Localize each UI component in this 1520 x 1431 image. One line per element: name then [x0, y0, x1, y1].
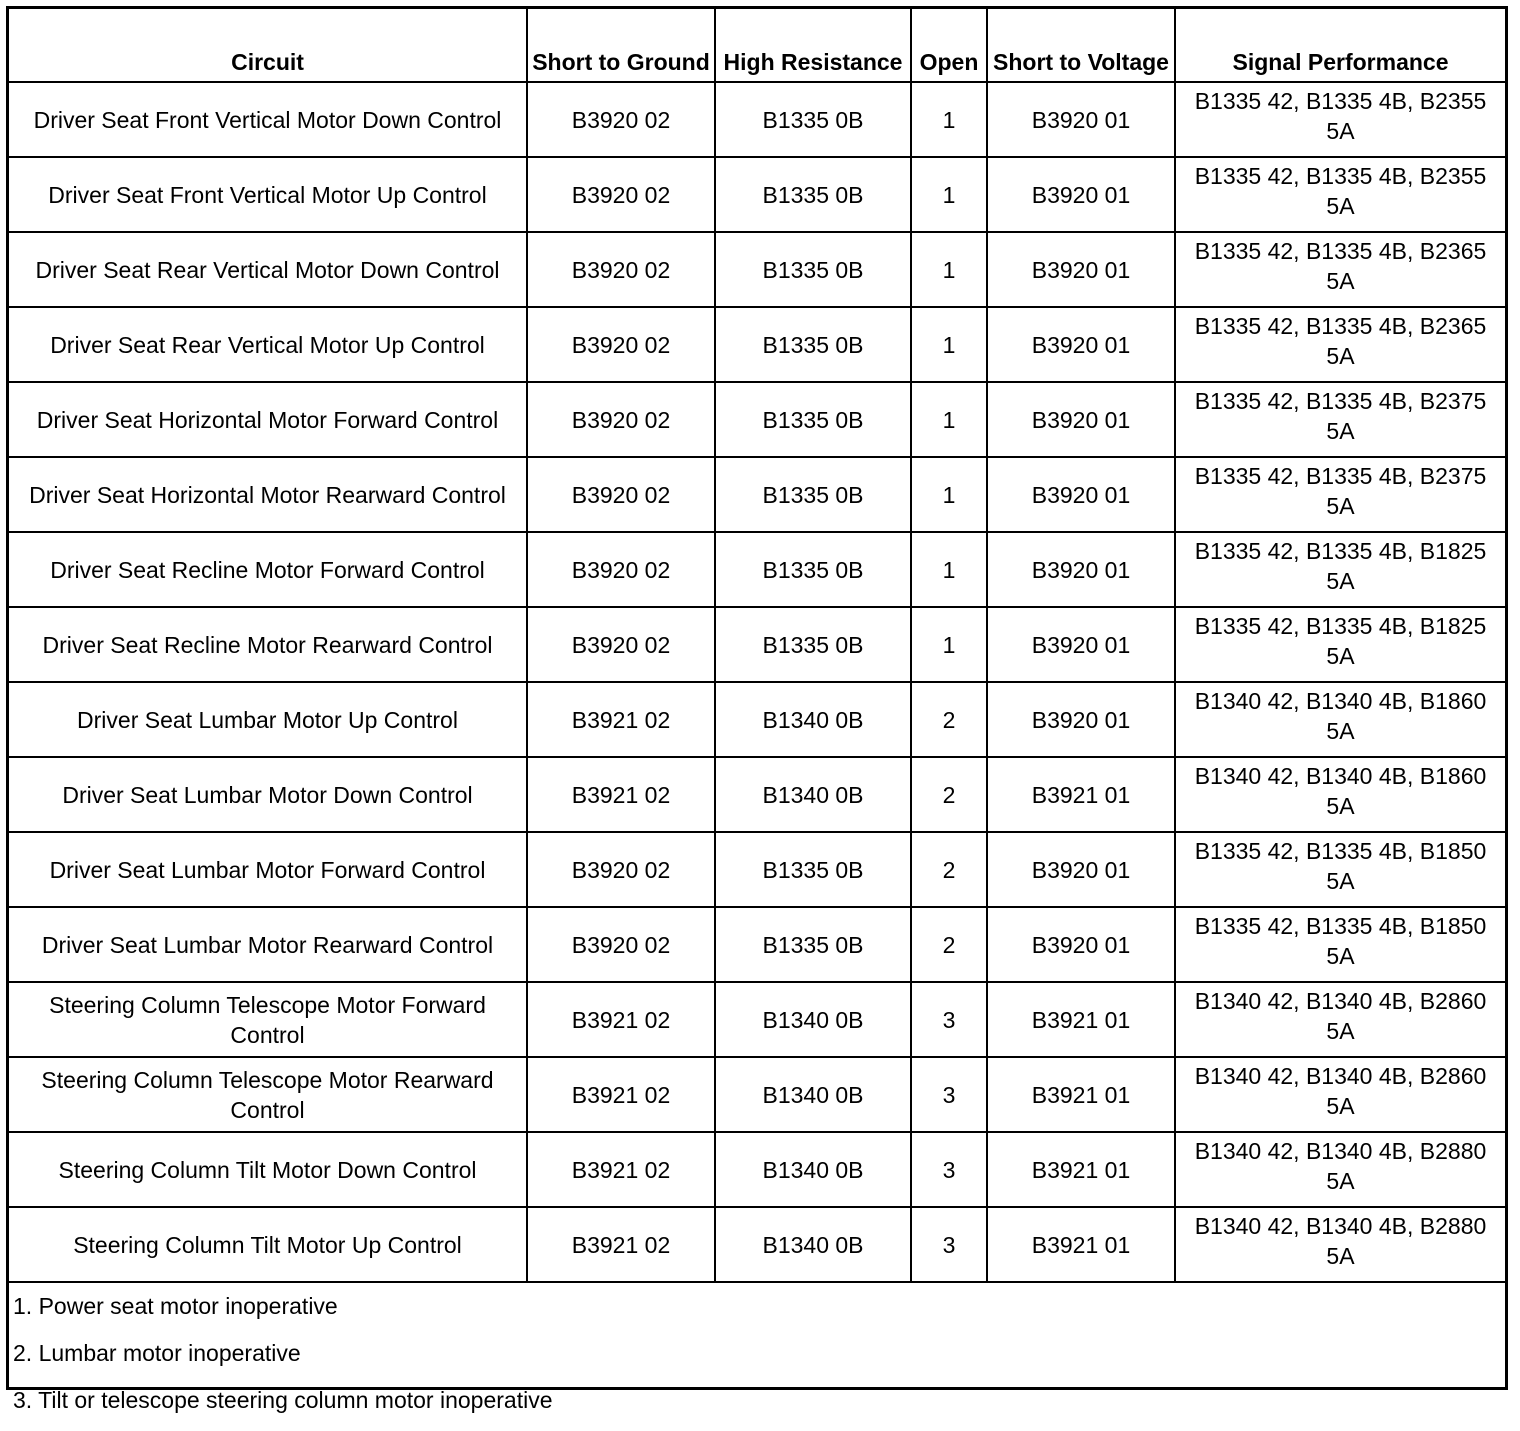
circuit-cell: Driver Seat Front Vertical Motor Down Control	[9, 82, 527, 157]
circuit-cell: Steering Column Tilt Motor Up Control	[9, 1207, 527, 1282]
high-resistance-cell: B1340 0B	[715, 757, 911, 832]
open-cell: 3	[911, 982, 987, 1057]
table-row	[9, 682, 1505, 757]
short-to-ground-cell: B3920 02	[527, 382, 715, 457]
open-cell: 1	[911, 232, 987, 307]
signal-performance-cell: B1335 42, B1335 4B, B2355 5A	[1175, 157, 1505, 232]
short-to-voltage-cell: B3920 01	[987, 232, 1175, 307]
table-row	[9, 382, 1505, 457]
open-cell: 1	[911, 82, 987, 157]
circuit-cell: Driver Seat Horizontal Motor Rearward Control	[9, 457, 527, 532]
open-cell: 2	[911, 757, 987, 832]
open-cell: 1	[911, 382, 987, 457]
open-cell: 3	[911, 1057, 987, 1132]
open-cell: 1	[911, 307, 987, 382]
short-to-ground-cell: B3920 02	[527, 82, 715, 157]
short-to-ground-cell: B3920 02	[527, 457, 715, 532]
short-to-voltage-cell: B3921 01	[987, 757, 1175, 832]
header-signal-performance: Signal Performance	[1175, 9, 1505, 82]
signal-performance-cell: B1340 42, B1340 4B, B1860 5A	[1175, 757, 1505, 832]
short-to-ground-cell: B3920 02	[527, 907, 715, 982]
circuit-cell: Steering Column Tilt Motor Down Control	[9, 1132, 527, 1207]
circuit-cell: Driver Seat Lumbar Motor Down Control	[9, 757, 527, 832]
signal-performance-cell: B1340 42, B1340 4B, B2880 5A	[1175, 1207, 1505, 1282]
signal-performance-cell: B1340 42, B1340 4B, B2860 5A	[1175, 1057, 1505, 1132]
open-cell: 3	[911, 1207, 987, 1282]
header-high-resistance: High Resistance	[715, 9, 911, 82]
signal-performance-cell: B1335 42, B1335 4B, B1850 5A	[1175, 832, 1505, 907]
short-to-ground-cell: B3921 02	[527, 1132, 715, 1207]
footnote-3: 3. Tilt or telescope steering column motor inoperative	[13, 1387, 553, 1413]
high-resistance-cell: B1340 0B	[715, 1057, 911, 1132]
table-row	[9, 607, 1505, 682]
high-resistance-cell: B1335 0B	[715, 607, 911, 682]
high-resistance-cell: B1335 0B	[715, 307, 911, 382]
header-open: Open	[911, 9, 987, 82]
header-short-to-voltage: Short to Voltage	[987, 9, 1175, 82]
header-circuit: Circuit	[9, 9, 527, 82]
table-row	[9, 157, 1505, 232]
high-resistance-cell: B1340 0B	[715, 982, 911, 1057]
high-resistance-cell: B1335 0B	[715, 532, 911, 607]
signal-performance-cell: B1335 42, B1335 4B, B2365 5A	[1175, 232, 1505, 307]
circuit-cell: Driver Seat Horizontal Motor Forward Control	[9, 382, 527, 457]
short-to-voltage-cell: B3920 01	[987, 907, 1175, 982]
short-to-voltage-cell: B3921 01	[987, 1057, 1175, 1132]
footnote-1: 1. Power seat motor inoperative	[13, 1293, 338, 1319]
short-to-ground-cell: B3920 02	[527, 607, 715, 682]
short-to-voltage-cell: B3920 01	[987, 532, 1175, 607]
table-row	[9, 832, 1505, 907]
circuit-cell: Driver Seat Rear Vertical Motor Up Control	[9, 307, 527, 382]
circuit-cell: Driver Seat Lumbar Motor Forward Control	[9, 832, 527, 907]
footnote-2: 2. Lumbar motor inoperative	[13, 1340, 301, 1366]
short-to-ground-cell: B3921 02	[527, 682, 715, 757]
table-row	[9, 457, 1505, 532]
signal-performance-cell: B1335 42, B1335 4B, B1850 5A	[1175, 907, 1505, 982]
short-to-voltage-cell: B3921 01	[987, 982, 1175, 1057]
signal-performance-cell: B1335 42, B1335 4B, B2375 5A	[1175, 382, 1505, 457]
circuit-cell: Driver Seat Recline Motor Forward Control	[9, 532, 527, 607]
high-resistance-cell: B1335 0B	[715, 157, 911, 232]
short-to-ground-cell: B3920 02	[527, 157, 715, 232]
short-to-voltage-cell: B3921 01	[987, 1132, 1175, 1207]
open-cell: 2	[911, 682, 987, 757]
signal-performance-cell: B1340 42, B1340 4B, B2880 5A	[1175, 1132, 1505, 1207]
table-row	[9, 1132, 1505, 1207]
table-row	[9, 532, 1505, 607]
circuit-cell: Steering Column Telescope Motor Forward Control	[9, 982, 527, 1057]
short-to-ground-cell: B3920 02	[527, 832, 715, 907]
table-row	[9, 1057, 1505, 1132]
short-to-voltage-cell: B3920 01	[987, 607, 1175, 682]
high-resistance-cell: B1335 0B	[715, 457, 911, 532]
circuit-cell: Driver Seat Lumbar Motor Up Control	[9, 682, 527, 757]
high-resistance-cell: B1335 0B	[715, 832, 911, 907]
short-to-voltage-cell: B3921 01	[987, 1207, 1175, 1282]
short-to-ground-cell: B3920 02	[527, 307, 715, 382]
short-to-voltage-cell: B3920 01	[987, 157, 1175, 232]
high-resistance-cell: B1340 0B	[715, 1207, 911, 1282]
open-cell: 2	[911, 832, 987, 907]
dtc-circuit-table	[9, 9, 1505, 1431]
signal-performance-cell: B1335 42, B1335 4B, B2375 5A	[1175, 457, 1505, 532]
high-resistance-cell: B1335 0B	[715, 907, 911, 982]
high-resistance-cell: B1340 0B	[715, 1132, 911, 1207]
table-frame	[6, 6, 1508, 1413]
signal-performance-cell: B1340 42, B1340 4B, B1860 5A	[1175, 682, 1505, 757]
signal-performance-cell: B1335 42, B1335 4B, B1825 5A	[1175, 532, 1505, 607]
circuit-cell: Driver Seat Front Vertical Motor Up Control	[9, 157, 527, 232]
open-cell: 1	[911, 457, 987, 532]
short-to-ground-cell: B3920 02	[527, 532, 715, 607]
short-to-ground-cell: B3920 02	[527, 232, 715, 307]
open-cell: 1	[911, 607, 987, 682]
open-cell: 2	[911, 907, 987, 982]
table-row	[9, 757, 1505, 832]
short-to-voltage-cell: B3920 01	[987, 82, 1175, 157]
notes-cell	[9, 1282, 1505, 1431]
signal-performance-cell: B1335 42, B1335 4B, B2365 5A	[1175, 307, 1505, 382]
table-row	[9, 307, 1505, 382]
table-row	[9, 82, 1505, 157]
table-row	[9, 232, 1505, 307]
short-to-ground-cell: B3921 02	[527, 982, 715, 1057]
short-to-ground-cell: B3921 02	[527, 757, 715, 832]
high-resistance-cell: B1335 0B	[715, 382, 911, 457]
signal-performance-cell: B1335 42, B1335 4B, B2355 5A	[1175, 82, 1505, 157]
short-to-voltage-cell: B3920 01	[987, 382, 1175, 457]
circuit-cell: Steering Column Telescope Motor Rearward Control	[9, 1057, 527, 1132]
short-to-voltage-cell: B3920 01	[987, 457, 1175, 532]
header-short-to-ground: Short to Ground	[527, 9, 715, 82]
header-row	[9, 9, 1505, 82]
table-row	[9, 982, 1505, 1057]
open-cell: 1	[911, 157, 987, 232]
short-to-ground-cell: B3921 02	[527, 1207, 715, 1282]
table-row	[9, 907, 1505, 982]
signal-performance-cell: B1335 42, B1335 4B, B1825 5A	[1175, 607, 1505, 682]
short-to-voltage-cell: B3920 01	[987, 682, 1175, 757]
high-resistance-cell: B1340 0B	[715, 682, 911, 757]
notes-row	[9, 1282, 1505, 1431]
open-cell: 3	[911, 1132, 987, 1207]
circuit-cell: Driver Seat Recline Motor Rearward Control	[9, 607, 527, 682]
signal-performance-cell: B1340 42, B1340 4B, B2860 5A	[1175, 982, 1505, 1057]
short-to-ground-cell: B3921 02	[527, 1057, 715, 1132]
high-resistance-cell: B1335 0B	[715, 232, 911, 307]
short-to-voltage-cell: B3920 01	[987, 307, 1175, 382]
circuit-cell: Driver Seat Rear Vertical Motor Down Control	[9, 232, 527, 307]
table-row	[9, 1207, 1505, 1282]
open-cell: 1	[911, 532, 987, 607]
high-resistance-cell: B1335 0B	[715, 82, 911, 157]
short-to-voltage-cell: B3920 01	[987, 832, 1175, 907]
table-body	[9, 82, 1505, 1431]
circuit-cell: Driver Seat Lumbar Motor Rearward Control	[9, 907, 527, 982]
